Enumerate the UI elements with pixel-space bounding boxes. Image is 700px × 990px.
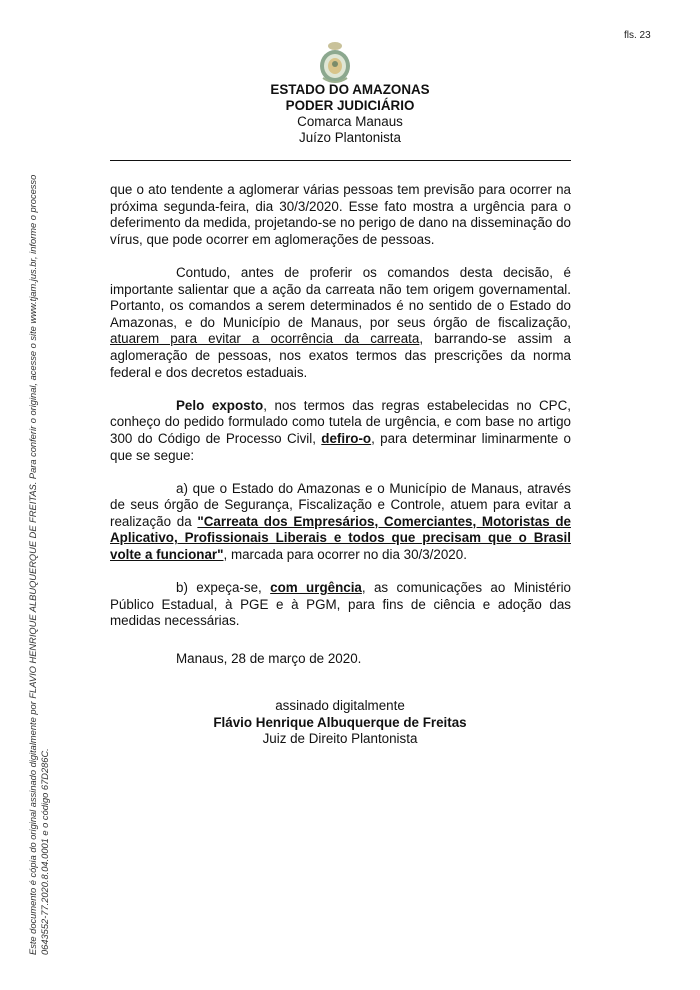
signature-title: Juiz de Direito Plantonista xyxy=(262,731,418,746)
document-body xyxy=(110,182,571,630)
side-verification-note xyxy=(28,175,51,955)
header-state: ESTADO DO AMAZONAS xyxy=(270,82,430,97)
item-b-urgency: com urgência xyxy=(270,580,362,596)
paragraph-2-text: Contudo, antes de proferir os comandos desta decisão, é importante salientar que a ação da carreata não tem origem governamental. Portanto, os comandos a serem determinados é no sentido de o Estado do Amazonas, e do Município de Manaus, por seus órgão de fiscalização, xyxy=(110,264,571,330)
paragraph-2-underlined: atuarem para evitar a ocorrência da carreata xyxy=(110,331,420,347)
paragraph-3 xyxy=(110,398,571,464)
paragraph-4-item-a xyxy=(110,481,571,564)
page-number: fls. 23 xyxy=(624,30,651,41)
header-divider xyxy=(110,160,571,161)
signature-name: Flávio Henrique Albuquerque de Freitas xyxy=(213,714,467,730)
paragraph-2 xyxy=(110,265,571,381)
header-court: Juízo Plantonista xyxy=(299,130,401,145)
paragraph-3-bold: Pelo exposto xyxy=(176,397,264,413)
paragraph-2-text-end: , barrando-se assim a aglomeração de pessoas, nos exatos termos das prescrições da norma federal e dos decretos estaduais. xyxy=(110,331,571,380)
coat-of-arms-icon xyxy=(318,40,352,84)
item-a-text-end: , marcada para ocorrer no dia 30/3/2020. xyxy=(223,547,467,563)
paragraph-3-granted: defiro-o xyxy=(321,430,372,446)
paragraph-3-text-end: , para determinar liminarmente o que se segue: xyxy=(110,430,571,463)
side-note-line-1: Este documento é cópia do original assinado digitalmente por FLAVIO HENRIQUE ALBUQUERQUE DE FREITAS. Para conferir o original, acesse o site www.tjam.jus.br, informe o processo xyxy=(28,174,38,955)
header-district: Comarca Manaus xyxy=(297,114,403,129)
signature-block xyxy=(180,698,500,748)
item-b-text-end: , as comunicações ao Ministério Público Estadual, à PGE e à PGM, para fins de ciência e adoção das medidas necessárias. xyxy=(110,580,571,629)
signature-note: assinado digitalmente xyxy=(275,698,405,713)
item-a-text: a) que o Estado do Amazonas e o Município de Manaus, através de seus órgão de Segurança, Fiscalização e Controle, atuem para evitar a realização da xyxy=(110,480,571,529)
side-note-line-2: 0643552-77.2020.8.04.0001 e o código 67D286C. xyxy=(39,748,50,955)
court-header xyxy=(200,82,500,146)
paragraph-5-item-b xyxy=(110,580,571,630)
date-line: Manaus, 28 de março de 2020. xyxy=(176,651,362,666)
paragraph-1: que o ato tendente a aglomerar várias pessoas tem previsão para ocorrer na próxima segunda-feira, dia 30/3/2020. Esse fato mostra a urgência para o deferimento da medida, projetando-se no perigo de dano na disseminação do vírus, que pode ocorrer em aglomerações de pessoas. xyxy=(110,182,571,247)
item-a-event-name: "Carreata dos Empresários, Comerciantes, Motoristas de Aplicativo, Profissionais Liberais e todos que precisam que o Brasil volte a funcionar" xyxy=(110,513,571,563)
paragraph-3-text: , nos termos das regras estabelecidas no CPC, conheço do pedido formulado como tutela de urgência, e com base no artigo 300 do Código de Processo Civil, xyxy=(110,397,571,446)
header-branch: PODER JUDICIÁRIO xyxy=(285,98,415,113)
item-b-text: b) expeça-se, xyxy=(176,580,271,596)
